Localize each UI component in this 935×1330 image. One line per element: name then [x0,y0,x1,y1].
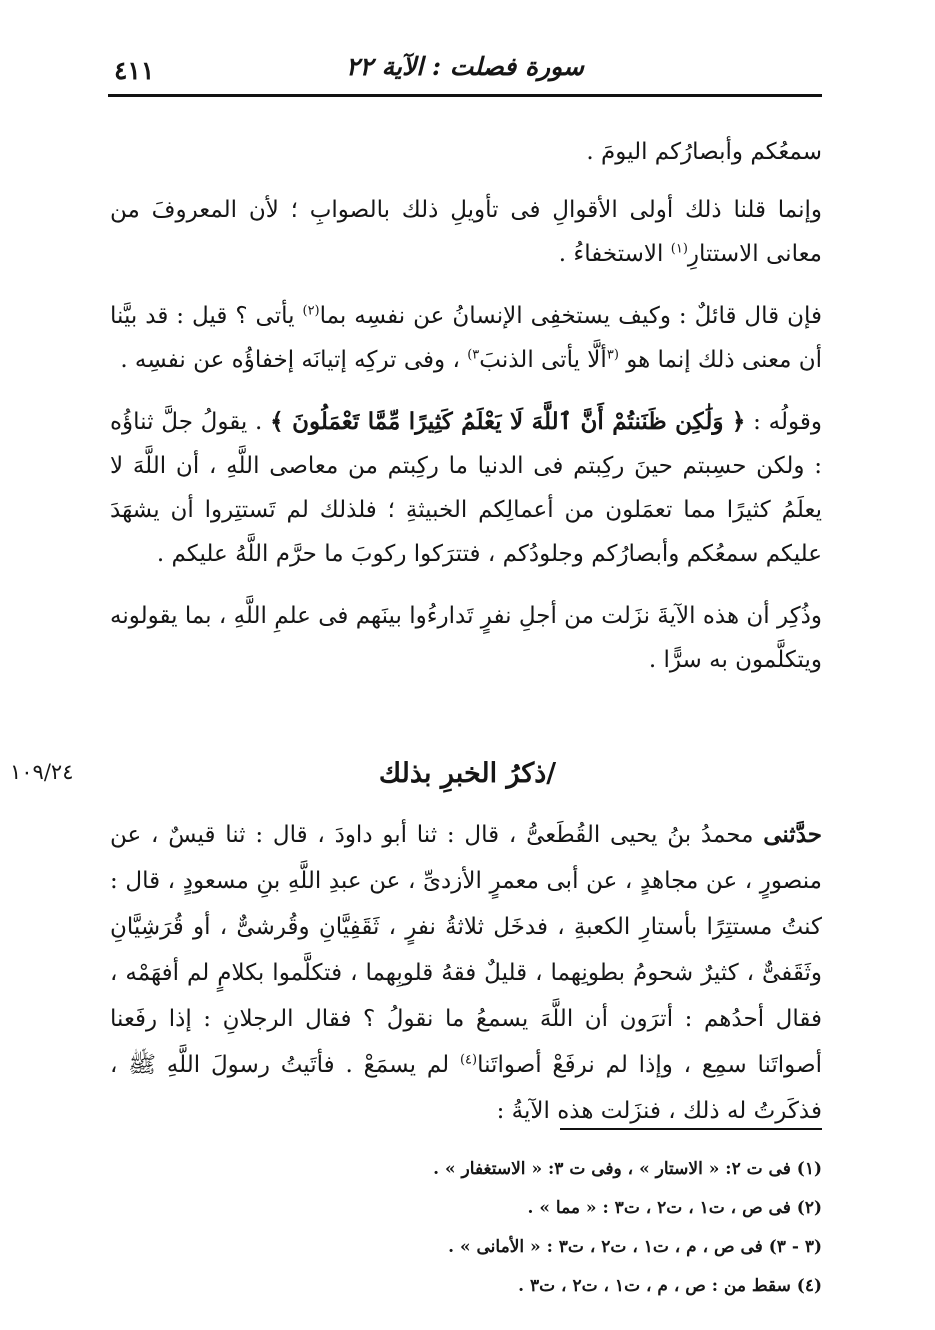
page-header [108,48,822,88]
paragraph-1 [110,130,822,174]
main-text [110,130,822,700]
footnote-separator [560,1128,822,1130]
footnote-ref-1: (١) [670,241,688,257]
paragraph-4 [110,400,822,576]
margin-reference: ١٠٩/٢٤ [10,760,74,784]
footnote-ref-3-open: (٣ [606,347,619,363]
paragraph-4-text-a: وقولُه : [745,409,823,435]
paragraph-5 [110,594,822,682]
hadith-text-a: محمدُ بنُ يحيى القُطَعىُّ ، قال : ثنا أبو داودَ ، قال : ثنا قيسٌ ، عن منصورٍ ، عن مجاهدٍ ، عن أبى معمرٍ الأزدىِّ ، عن عبدِ اللَّهِ بنِ مسعودٍ ، قال : كنتُ مستتِرًا بأستارِ الكعبةِ ، فدخَل ثلاثةُ نفرٍ ، ثَقَفِيَّانِ وقُرشىٌّ ، أو قُرَشِيَّانِ وثَقَفىٌّ ، كثيرٌ شحومُ بطونِهما ، قليلٌ فقهُ قلوبِهما ، فتكلَّموا بكلامٍ لم أفهَمْه ، فقال أحدُهم : أترَون أن اللَّهَ يسمعُ ما نقولُ ؟ فقال الرجلانِ : إذا رفَعنا أصواتَنا سمِع ، وإذا لم نرفَعْ أصواتَنا [110,822,822,1078]
paragraph-4-text-b: . يقولُ جلَّ ثناؤُه : ولكن حسِبتم حينَ ركِبتم فى الدنيا ما ركِبتم من معاصى اللَّهِ ، أن اللَّهَ لا يعلَمُ كثيرًا مما تعمَلون من أعمالِكم الخبيثةِ ؛ فلذلك لم تَستتِروا أن يشهَدَ عليكم سمعُكم وأبصارُكم وجلودُكم ، فتترَكوا ركوبَ ما حرَّم اللَّهُ عليكم . [110,409,822,567]
header-rule [108,94,822,97]
paragraph-2-text-b: الاستخفاءُ . [558,241,671,267]
hadith-paragraph [110,812,822,1134]
footnote-ref-3-close: ٣) [467,347,480,363]
paragraph-2-text-a: وإنما قلنا ذلك أولى الأقوالِ فى تأويلِ ذلك بالصوابِ ؛ لأن المعروفَ من معانى الاستتارِ [110,197,822,267]
paragraph-3-text-c: ألَّا يأتى الذنبَ [479,347,607,373]
footnote-ref-4: (٤) [459,1052,478,1068]
section-heading-row [0,758,935,802]
footnote-3: (٣ - ٣) فى ص ، م ، ت١ ، ت٢ ، ت٣ : « الأمانى » . [448,1237,822,1257]
footnote-1: (١) فى ت ٢: « الاستار » ، وفى ت ٣: « الاستغفار » . [433,1159,822,1179]
footnote-2: (٢) فى ص ، ت١ ، ت٢ ، ت٣ : « مما » . [527,1198,822,1218]
paragraph-5-text: وذُكِر أن هذه الآيةَ نزَلت من أجلِ نفرٍ تَدارءُوا بينَهم فى علمِ اللَّهِ ، بما يقولونه ويتكلَّمون به سرًّا . [110,603,822,673]
paragraph-3-text-b: يأتى ؟ قيل : قد بيَّنا أن معنى ذلك إنما هو [110,303,822,373]
paragraph-3 [110,294,822,382]
paragraph-3-text-a: فإن قال قائلٌ : وكيف يستخفِى الإنسانُ عن نفسِه بما [319,303,823,329]
running-title: سورة فصلت : الآية ٢٢ [346,52,584,81]
page-number: ٤١١ [114,56,155,85]
paragraph-2 [110,188,822,276]
footnote-ref-2: (٢) [302,303,320,319]
footnotes [110,1150,822,1306]
hadith-lead-word: حدَّثنى [763,821,822,848]
footnote-4: (٤) سقط من : ص ، م ، ت١ ، ت٢ ، ت٣ . [518,1276,822,1296]
paragraph-3-text-d: ، وفى تركِه إتيانَه إخفاؤُه عن نفسِه . [120,347,468,373]
hadith-text-b: لم يسمَعْ . فأتَيتُ رسولَ اللَّهِ ﷺ ، فذكَرتُ له ذلك ، فنزَلت هذه الآيةُ : [110,1052,822,1124]
section-heading: /ذكرُ الخبرِ بذلك [378,758,557,789]
quran-verse: ﴿ وَلَٰكِن ظَنَنتُمْ أَنَّ ٱللَّهَ لَا يَعْلَمُ كَثِيرًا مِّمَّا تَعْمَلُونَ ﴾ [270,408,746,435]
paragraph-1-text: سمعُكم وأبصارُكم اليومَ . [586,139,822,165]
